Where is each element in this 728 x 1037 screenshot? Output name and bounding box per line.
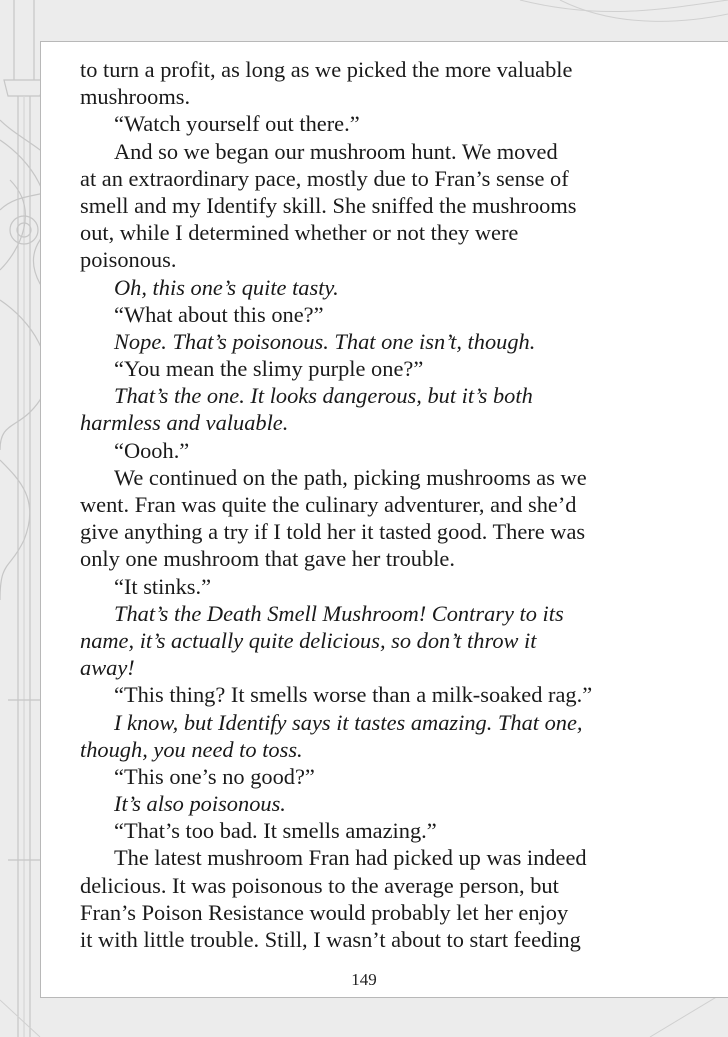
text-line: “You mean the slimy purple one?” [114,356,424,382]
text-line: delicious. It was poisonous to the average person, but [80,872,559,898]
text-line: it with little trouble. Still, I wasn’t about to start feeding [80,927,581,952]
text-line: “It stinks.” [114,573,212,599]
text-line: “Watch yourself out there.” [114,111,360,137]
text-line: went. Fran was quite the culinary adventurer, and she’d [80,492,577,517]
text-line: The latest mushroom Fran had picked up was indeed [114,845,587,871]
body-text [80,56,640,953]
text-line: Oh, this one’s quite tasty. [114,274,339,300]
text-line: It’s also poisonous. [114,791,286,817]
text-line: “Oooh.” [114,437,190,463]
text-line: “This thing? It smells worse than a milk-soaked rag.” [114,682,593,708]
text-line: give anything a try if I told her it tasted good. There was [80,519,586,545]
text-line: away! [80,655,135,681]
text-line: at an extraordinary pace, mostly due to Fran’s sense of [80,165,569,191]
text-line: poisonous. [80,247,177,273]
text-line: That’s the one. It looks dangerous, but it’s both [114,383,533,409]
text-line: only one mushroom that gave her trouble. [80,546,455,572]
text-line: mushrooms. [80,84,191,110]
text-line: That’s the Death Smell Mushroom! Contrary to its [114,600,564,626]
text-line: And so we began our mushroom hunt. We moved [114,138,558,164]
text-line: Nope. That’s poisonous. That one isn’t, though. [114,328,536,354]
text-line: “This one’s no good?” [114,763,315,789]
text-line: smell and my Identify skill. She sniffed the mushrooms [80,192,577,218]
text-line: “That’s too bad. It smells amazing.” [114,818,437,844]
text-line: to turn a profit, as long as we picked the more valuable [80,57,573,82]
text-line: Fran’s Poison Resistance would probably let her enjoy [80,899,569,925]
text-line: name, it’s actually quite delicious, so don’t throw it [80,627,537,653]
text-line: harmless and valuable. [80,410,289,436]
text-line: We continued on the path, picking mushrooms as we [114,464,587,490]
text-line: out, while I determined whether or not they were [80,220,519,246]
page-number: 149 [351,970,377,989]
text-line: I know, but Identify says it tastes amazing. That one, [114,709,583,735]
text-line: “What about this one?” [114,301,324,327]
text-line: though, you need to toss. [80,736,303,762]
